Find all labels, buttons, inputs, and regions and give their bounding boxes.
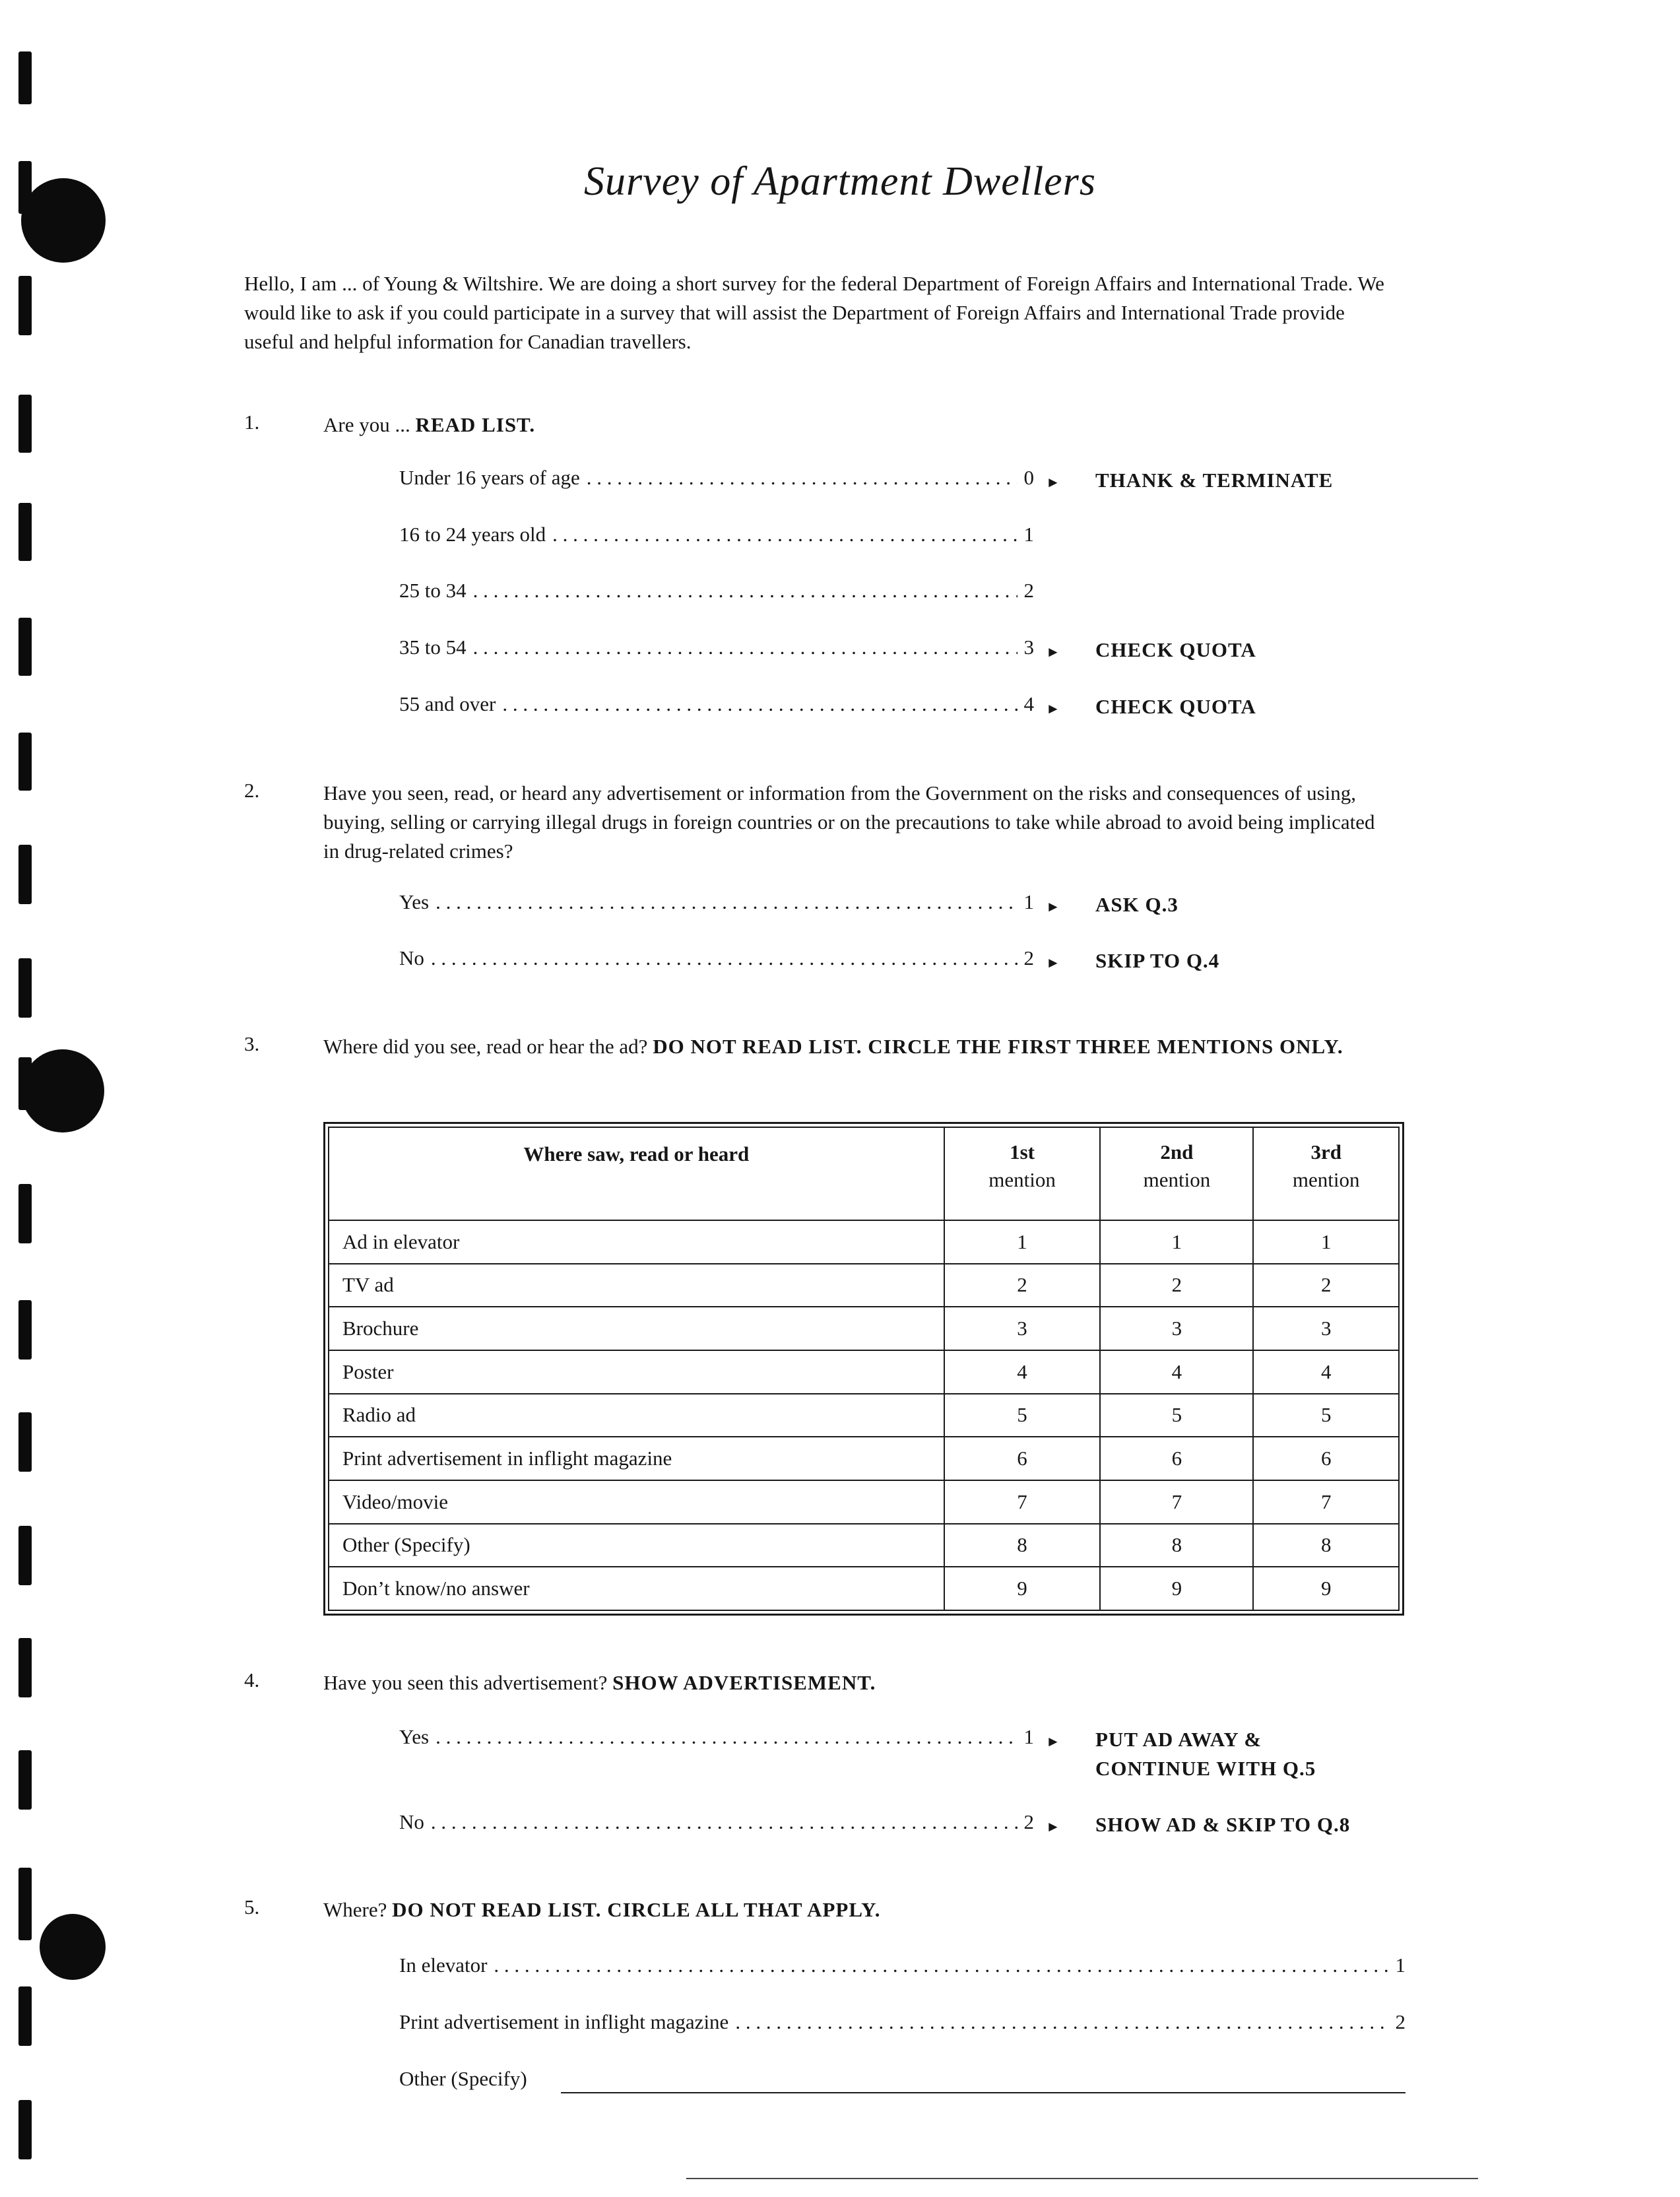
column-header: Where saw, read or heard <box>329 1127 944 1220</box>
answer-option[interactable]: No . . . 2 <box>399 1810 1034 1839</box>
answer-code[interactable]: 5 <box>1253 1394 1399 1437</box>
answer-code: 0 <box>1023 466 1034 489</box>
answer-code[interactable]: 5 <box>944 1394 1101 1437</box>
answer-code[interactable]: 8 <box>1253 1524 1399 1567</box>
answer-code[interactable]: 8 <box>944 1524 1101 1567</box>
answer-code[interactable]: 7 <box>944 1480 1101 1524</box>
mentions-table <box>323 1122 1404 1616</box>
answer-code[interactable]: 3 <box>944 1307 1101 1350</box>
page-bottom-rule <box>686 2178 1478 2179</box>
answer-code[interactable]: 2 <box>944 1264 1101 1307</box>
answer-option[interactable]: Yes . . . 1 <box>399 1725 1034 1754</box>
arrow-icon: ► <box>1046 474 1060 490</box>
question-text: Are you ... READ LIST. <box>323 413 536 436</box>
row-label: Poster <box>329 1350 944 1394</box>
arrow-icon: ► <box>1046 898 1060 915</box>
answer-code: 2 <box>1023 946 1034 969</box>
answer-code: 4 <box>1023 692 1034 715</box>
arrow-icon: ► <box>1046 643 1060 660</box>
answer-option[interactable]: Print advertisement in inflight magazine . . . 2 <box>399 2010 1405 2039</box>
answer-code[interactable]: 6 <box>944 1437 1101 1480</box>
other-specify-label: Other (Specify) <box>399 2067 527 2090</box>
answer-code[interactable]: 3 <box>1253 1307 1399 1350</box>
leader-dots <box>552 523 1017 546</box>
answer-code: 2 <box>1023 1810 1034 1833</box>
question-text: Have you seen this advertisement? SHOW ADVERTISEMENT. <box>323 1671 876 1694</box>
answer-option[interactable]: Under 16 years of age . . . 0 <box>399 466 1034 495</box>
interviewer-instruction: DO NOT READ LIST. CIRCLE THE FIRST THREE MENTIONS ONLY. <box>653 1035 1343 1058</box>
answer-code[interactable]: 9 <box>944 1567 1101 1610</box>
row-label: Other (Specify) <box>329 1524 944 1567</box>
answer-code: 1 <box>1023 890 1034 913</box>
leader-dots <box>436 890 1017 914</box>
skip-instruction: CHECK QUOTA <box>1095 695 1256 718</box>
answer-option[interactable]: 16 to 24 years old . . . 1 <box>399 523 1034 552</box>
row-label: Print advertisement in inflight magazine <box>329 1437 944 1480</box>
arrow-icon: ► <box>1046 1733 1060 1750</box>
answer-option[interactable]: 35 to 54 . . . 3 <box>399 636 1034 665</box>
table-row <box>329 1437 1399 1480</box>
column-header: 2nd mention <box>1100 1127 1253 1220</box>
column-header: 3rd mention <box>1253 1127 1399 1220</box>
intro-paragraph: Hello, I am ... of Young & Wiltshire. We are doing a short survey for the federal Department of Foreign Affairs and International Trade. We would like to ask if you could participate in a survey that will assist the Department of Foreign Affairs and International Trade provide useful and helpful information for Canadian travellers. <box>244 272 1384 353</box>
leader-dots <box>473 579 1018 603</box>
answer-code: 2 <box>1395 2010 1405 2033</box>
question-number: 3. <box>244 1032 260 1055</box>
answer-code[interactable]: 4 <box>944 1350 1101 1394</box>
answer-option[interactable]: Yes . . . 1 <box>399 890 1034 919</box>
page-title: Survey of Apartment Dwellers <box>584 159 1096 204</box>
question-number: 4. <box>244 1668 260 1691</box>
row-label: Video/movie <box>329 1480 944 1524</box>
leader-dots <box>494 1953 1388 1977</box>
answer-code[interactable]: 9 <box>1100 1567 1253 1610</box>
question-text: Where did you see, read or hear the ad? DO NOT READ LIST. CIRCLE THE FIRST THREE MENTIONS ONLY. <box>323 1035 1343 1058</box>
question-text: Where? DO NOT READ LIST. CIRCLE ALL THAT APPLY. <box>323 1898 881 1921</box>
row-label: Brochure <box>329 1307 944 1350</box>
interviewer-instruction: READ LIST. <box>415 413 536 436</box>
table-row <box>329 1567 1399 1610</box>
other-specify-field[interactable] <box>561 2092 1405 2093</box>
question-number: 2. <box>244 779 260 802</box>
answer-code[interactable]: 1 <box>944 1220 1101 1264</box>
question-number: 1. <box>244 410 260 434</box>
table-row <box>329 1220 1399 1264</box>
answer-code[interactable]: 4 <box>1253 1350 1399 1394</box>
skip-instruction: SKIP TO Q.4 <box>1095 949 1220 972</box>
answer-code[interactable]: 9 <box>1253 1567 1399 1610</box>
table-row <box>329 1394 1399 1437</box>
answer-code[interactable]: 6 <box>1100 1437 1253 1480</box>
answer-option[interactable]: 55 and over . . . 4 <box>399 692 1034 721</box>
question-number: 5. <box>244 1895 260 1918</box>
answer-code: 1 <box>1023 523 1034 546</box>
answer-code[interactable]: 6 <box>1253 1437 1399 1480</box>
answer-option[interactable]: 25 to 34 . . . 2 <box>399 579 1034 608</box>
column-header: 1st mention <box>944 1127 1101 1220</box>
skip-instruction: SHOW AD & SKIP TO Q.8 <box>1095 1813 1351 1836</box>
row-label: Ad in elevator <box>329 1220 944 1264</box>
table-header-row <box>329 1127 1399 1220</box>
answer-code: 2 <box>1023 579 1034 602</box>
leader-dots <box>431 1810 1018 1834</box>
answer-option[interactable]: In elevator . . . 1 <box>399 1953 1405 1983</box>
leader-dots <box>436 1725 1017 1749</box>
leader-dots <box>473 636 1018 659</box>
leader-dots <box>431 946 1018 970</box>
answer-code[interactable]: 5 <box>1100 1394 1253 1437</box>
answer-code: 1 <box>1395 1953 1405 1977</box>
row-label: TV ad <box>329 1264 944 1307</box>
skip-instruction: CHECK QUOTA <box>1095 638 1256 661</box>
answer-code[interactable]: 7 <box>1100 1480 1253 1524</box>
arrow-icon: ► <box>1046 700 1060 717</box>
row-label: Don’t know/no answer <box>329 1567 944 1610</box>
leader-dots <box>502 692 1017 716</box>
answer-code[interactable]: 2 <box>1100 1264 1253 1307</box>
answer-code: 1 <box>1023 1725 1034 1748</box>
answer-code[interactable]: 3 <box>1100 1307 1253 1350</box>
skip-instruction: THANK & TERMINATE <box>1095 469 1334 492</box>
row-label: Radio ad <box>329 1394 944 1437</box>
table-row <box>329 1350 1399 1394</box>
leader-dots <box>735 2010 1388 2034</box>
table-row <box>329 1264 1399 1307</box>
interviewer-instruction: DO NOT READ LIST. CIRCLE ALL THAT APPLY. <box>392 1898 881 1921</box>
skip-instruction: PUT AD AWAY & CONTINUE WITH Q.5 <box>1095 1728 1316 1780</box>
answer-code[interactable]: 4 <box>1100 1350 1253 1394</box>
arrow-icon: ► <box>1046 954 1060 971</box>
table-row <box>329 1307 1399 1350</box>
leader-dots <box>587 466 1018 490</box>
question-text: Have you seen, read, or heard any advertisement or information from the Government on the risks and consequences of using, buying, selling or carrying illegal drugs in foreign countries or on the precautions to take while abroad to avoid being implicated in drug-related crimes? <box>323 781 1375 863</box>
skip-instruction: ASK Q.3 <box>1095 893 1179 916</box>
table-row <box>329 1524 1399 1567</box>
answer-code[interactable]: 1 <box>1253 1220 1399 1264</box>
table-row <box>329 1480 1399 1524</box>
answer-code[interactable]: 7 <box>1253 1480 1399 1524</box>
answer-code[interactable]: 8 <box>1100 1524 1253 1567</box>
interviewer-instruction: SHOW ADVERTISEMENT. <box>612 1671 876 1694</box>
answer-code[interactable]: 2 <box>1253 1264 1399 1307</box>
answer-option[interactable]: No . . . 2 <box>399 946 1034 975</box>
answer-code[interactable]: 1 <box>1100 1220 1253 1264</box>
arrow-icon: ► <box>1046 1818 1060 1835</box>
answer-code: 3 <box>1023 636 1034 659</box>
